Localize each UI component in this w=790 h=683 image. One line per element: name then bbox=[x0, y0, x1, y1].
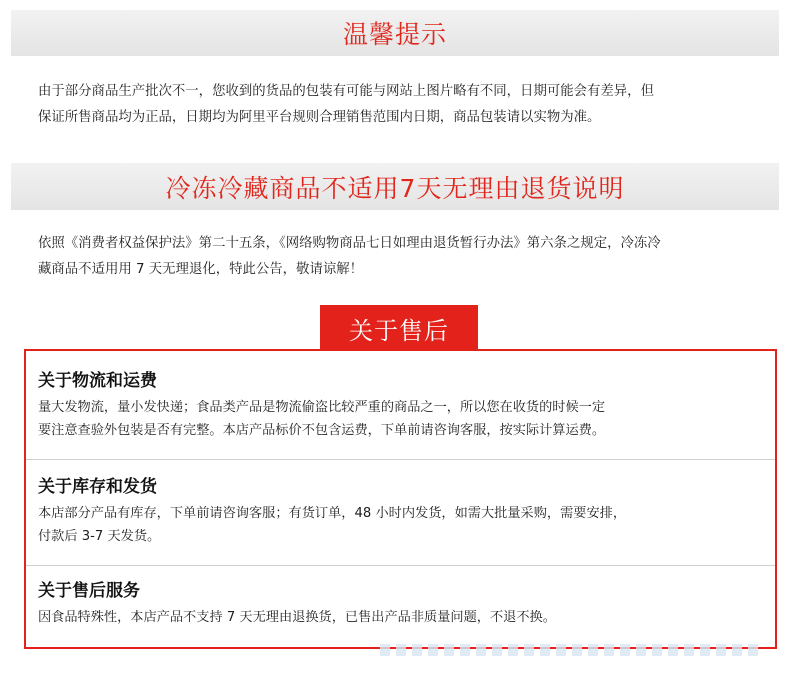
notice-line: 由于部分商品生产批次不一，您收到的货品的包装有可能与网站上图片略有不同，日期可能会有差异，但 bbox=[38, 84, 654, 99]
section-body bbox=[38, 606, 775, 629]
section-line: 要注意查验外包装是否有完整。本店产品标价不包含运费，下单前请咨询客服，按实际计算运费。 bbox=[38, 423, 606, 438]
service-section bbox=[26, 579, 775, 629]
policy-banner bbox=[11, 163, 779, 210]
policy-line: 依照《消费者权益保护法》第二十五条，《网络购物商品七日如理由退货暂行办法》第六条之规定，冷冻冷 bbox=[38, 236, 661, 251]
section-line: 因食品特殊性，本店产品不支持 7 天无理由退换货，已售出产品非质量问题，不退不换。 bbox=[38, 610, 556, 625]
notice-banner bbox=[11, 10, 779, 56]
section-body bbox=[38, 396, 775, 442]
after-sales-tab bbox=[320, 305, 478, 351]
section-title: 关于售后服务 bbox=[38, 581, 140, 601]
notice-text bbox=[38, 79, 768, 131]
policy-line: 藏商品不适用用 7 天无理退化，特此公告，敬请谅解！ bbox=[38, 262, 364, 277]
after-sales-box bbox=[24, 349, 777, 649]
policy-title: 冷冻冷藏商品不适用7天无理由退货说明 bbox=[165, 173, 625, 203]
section-line: 付款后 3-7 天发货。 bbox=[38, 529, 161, 544]
notice-line: 保证所售商品均为正品，日期均为阿里平台规则合理销售范围内日期，商品包装请以实物为准。 bbox=[38, 110, 601, 125]
section-body bbox=[38, 502, 775, 548]
after-sales-tab-label: 关于售后 bbox=[349, 316, 449, 345]
section-title: 关于物流和运费 bbox=[38, 371, 157, 391]
section-line: 量大发物流，量小发快递；食品类产品是物流偷盗比较严重的商品之一，所以您在收货的时候一定 bbox=[38, 400, 606, 415]
inventory-section bbox=[26, 475, 775, 548]
section-line: 本店部分产品有库存，下单前请咨询客服；有货订单，48 小时内发货，如需大批量采购，需要安排， bbox=[38, 506, 627, 521]
section-divider bbox=[26, 565, 775, 566]
section-divider bbox=[26, 459, 775, 460]
faint-decoration bbox=[380, 644, 760, 656]
logistics-section bbox=[26, 369, 775, 442]
policy-text bbox=[38, 231, 768, 283]
notice-title: 温馨提示 bbox=[342, 20, 447, 49]
section-title: 关于库存和发货 bbox=[38, 477, 157, 497]
